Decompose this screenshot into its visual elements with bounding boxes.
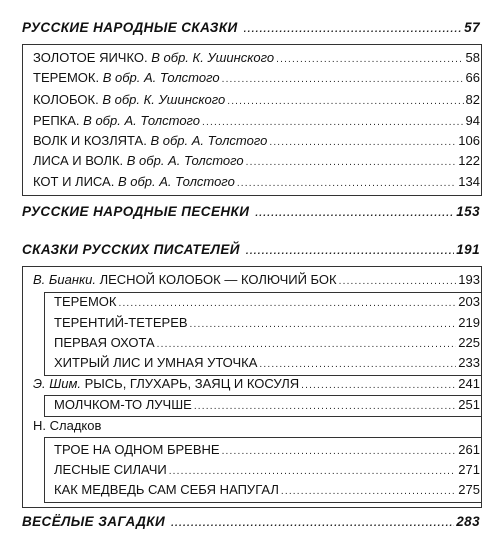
toc-entry[interactable] xyxy=(33,48,480,68)
author-name: В. Бианки. xyxy=(33,272,96,287)
leader-dots xyxy=(157,335,457,355)
page-number: 66 xyxy=(465,70,480,85)
leader-dots xyxy=(276,50,463,70)
leader-dots xyxy=(202,113,463,133)
leader-dots xyxy=(281,482,456,502)
toc-entry[interactable] xyxy=(54,333,480,353)
leader-dots xyxy=(171,514,454,534)
section-heading-folk-tales[interactable] xyxy=(22,18,480,38)
page-number: 225 xyxy=(458,335,480,350)
toc-entry[interactable] xyxy=(54,480,480,500)
leader-dots xyxy=(227,92,463,112)
page-number: 94 xyxy=(465,113,480,128)
section-title: РУССКИЕ НАРОДНЫЕ СКАЗКИ xyxy=(22,20,238,35)
author-name: Э. Шим. xyxy=(33,376,81,391)
toc-entry[interactable] xyxy=(54,292,480,312)
entry-edition: В обр. А. Толстого xyxy=(126,153,244,168)
toc-entry[interactable] xyxy=(54,313,480,333)
page-number: 153 xyxy=(456,204,480,219)
entry-title: ТРОЕ НА ОДНОМ БРЕВНЕ xyxy=(54,442,220,457)
section-title: СКАЗКИ РУССКИХ ПИСАТЕЛЕЙ xyxy=(22,242,240,257)
entry-title: ЛИСА И ВОЛК. xyxy=(33,153,124,168)
leader-dots xyxy=(255,204,454,224)
leader-dots xyxy=(339,272,457,292)
leader-dots xyxy=(259,355,456,375)
leader-dots xyxy=(301,376,456,396)
page-number: 122 xyxy=(458,153,480,168)
entry-edition: В обр. А. Толстого xyxy=(102,70,220,85)
section-heading-folk-songs[interactable] xyxy=(22,202,480,222)
leader-dots xyxy=(169,462,457,482)
entry-title: ТЕРЕМОК. xyxy=(33,70,100,85)
entry-title: КОТ И ЛИСА. xyxy=(33,174,115,189)
toc-entry[interactable] xyxy=(54,395,480,415)
leader-dots xyxy=(222,70,464,90)
entry-title: РЕПКА. xyxy=(33,113,80,128)
page-number: 106 xyxy=(458,133,480,148)
page-number: 82 xyxy=(465,92,480,107)
leader-dots xyxy=(269,133,456,153)
toc-entry[interactable] xyxy=(33,111,480,131)
entry-title: ПЕРВАЯ ОХОТА xyxy=(54,335,155,350)
toc-entry[interactable] xyxy=(54,460,480,480)
entry-title: МОЛЧКОМ-ТО ЛУЧШЕ xyxy=(54,397,192,412)
leader-dots xyxy=(237,174,456,194)
entry-title: ЛЕСНОЙ КОЛОБОК — КОЛЮЧИЙ БОК xyxy=(99,272,337,287)
toc-entry[interactable] xyxy=(54,353,480,373)
section-title: РУССКИЕ НАРОДНЫЕ ПЕСЕНКИ xyxy=(22,204,250,219)
toc-entry[interactable] xyxy=(54,440,480,460)
entry-title: КОЛОБОК. xyxy=(33,92,99,107)
page-number: 203 xyxy=(458,294,480,309)
section-heading-riddles[interactable] xyxy=(22,512,480,532)
entry-title: ЛЕСНЫЕ СИЛАЧИ xyxy=(54,462,167,477)
leader-dots xyxy=(222,442,457,462)
toc-entry-author-work[interactable] xyxy=(33,374,480,394)
entry-title: КАК МЕДВЕДЬ САМ СЕБЯ НАПУГАЛ xyxy=(54,482,279,497)
leader-dots xyxy=(190,315,457,335)
author-heading xyxy=(33,416,480,436)
page-number: 251 xyxy=(458,397,480,412)
page-number: 241 xyxy=(458,376,480,391)
entry-title: ТЕРЕНТИЙ-ТЕТЕРЕВ xyxy=(54,315,188,330)
page-number: 57 xyxy=(464,20,480,35)
entry-title: ВОЛК И КОЗЛЯТА. xyxy=(33,133,147,148)
page-number: 283 xyxy=(456,514,480,529)
leader-dots xyxy=(118,294,456,314)
leader-dots xyxy=(244,20,463,40)
section-title: ВЕСЁЛЫЕ ЗАГАДКИ xyxy=(22,514,166,529)
entry-edition: В обр. А. Толстого xyxy=(117,174,235,189)
toc-entry[interactable] xyxy=(33,90,480,110)
toc-entry[interactable] xyxy=(33,131,480,151)
toc-entry[interactable] xyxy=(33,172,480,192)
entry-edition: В обр. К. Ушинского xyxy=(102,92,226,107)
entry-title: ЗОЛОТОЕ ЯИЧКО. xyxy=(33,50,148,65)
toc-entry-author-work[interactable] xyxy=(33,270,480,290)
entry-edition: В обр. К. Ушинского xyxy=(151,50,275,65)
leader-dots xyxy=(246,153,457,173)
leader-dots xyxy=(246,242,454,262)
entry-title: РЫСЬ, ГЛУХАРЬ, ЗАЯЦ И КОСУЛЯ xyxy=(84,376,300,391)
entry-edition: В обр. А. Толстого xyxy=(83,113,201,128)
entry-edition: В обр. А. Толстого xyxy=(150,133,268,148)
page-number: 233 xyxy=(458,355,480,370)
page-number: 191 xyxy=(456,242,480,257)
page-number: 219 xyxy=(458,315,480,330)
toc-entry[interactable] xyxy=(33,151,480,171)
page-number: 58 xyxy=(465,50,480,65)
page-number: 275 xyxy=(458,482,480,497)
leader-dots xyxy=(194,397,456,417)
toc-entry[interactable] xyxy=(33,68,480,88)
author-name: Н. Сладков xyxy=(33,418,102,433)
page-number: 193 xyxy=(458,272,480,287)
entry-title: ТЕРЕМОК xyxy=(54,294,117,309)
page-number: 271 xyxy=(458,462,480,477)
section-heading-russian-writers[interactable] xyxy=(22,240,480,260)
page-number: 261 xyxy=(458,442,480,457)
page-number: 134 xyxy=(458,174,480,189)
entry-title: ХИТРЫЙ ЛИС И УМНАЯ УТОЧКА xyxy=(54,355,258,370)
